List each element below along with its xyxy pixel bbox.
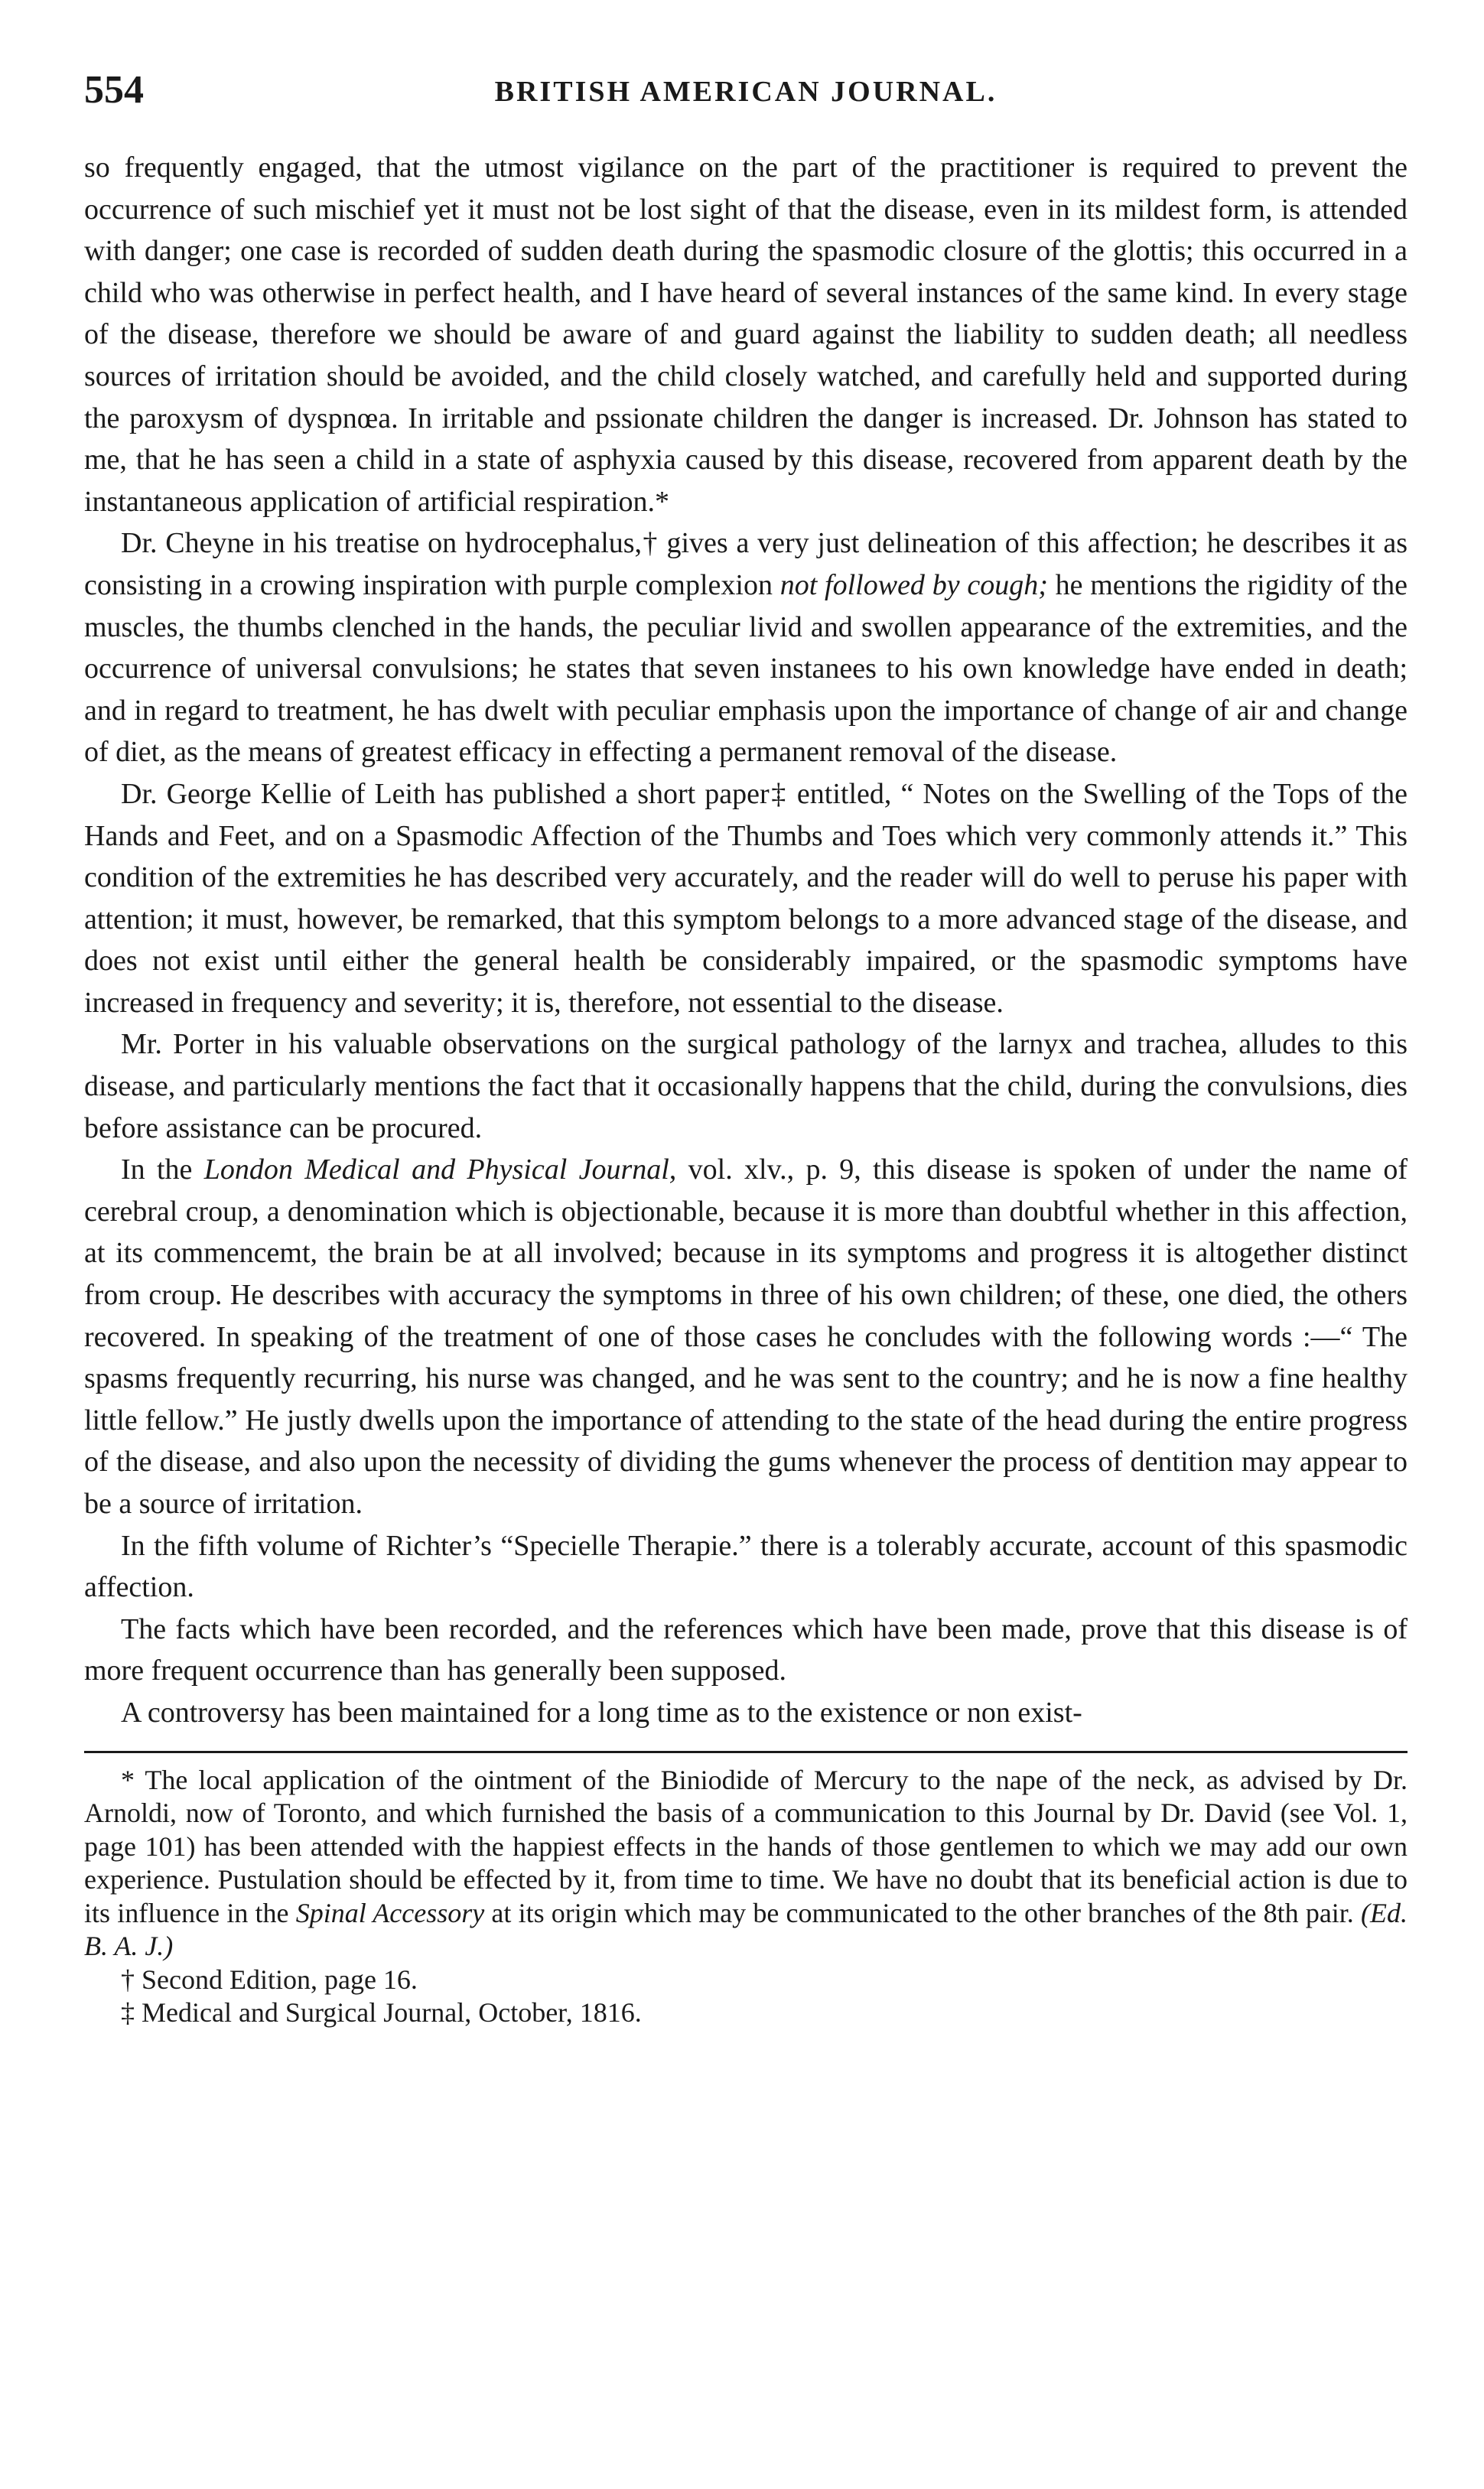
paragraph [84,522,1408,773]
paragraph [84,1609,1408,1692]
page-number: 554 [84,68,144,112]
text-run: * The local application of the ointment of the Biniodide of Mercury to the nape of the neck, as advised by Dr. Arnoldi, now of Toronto, and which furnished the basis of a communication to this Journal by Dr. David (see Vol. 1, page 101) has been attended with the happiest effects in the hands of those gentlemen to which we may add our own experience. Pustulation should be effected by it, from time to time. We have no doubt that its beneficial action is due to its influence in the [84,1764,1408,1928]
article-body [84,147,1408,1734]
journal-title: BRITISH AMERICAN JOURNAL. [494,76,997,108]
paragraph [84,1149,1408,1524]
text-run: Dr. George Kellie of Leith has published a short paper‡ entitled, “ Notes on the Swelling of the Tops of the Hands and Feet, and on a Spasmodic Affection of the Thumbs and Toes which very commonly attends it.” This condition of the extremities he has described very accurately, and the reader will do well to peruse his paper with attention; it must, however, be remarked, that this symptom belongs to a more advanced stage of the disease, and does not exist until either the general health be considerably impaired, or the spasmodic symptoms have increased in frequency and severity; it is, therefore, not essential to the disease. [84,777,1408,1019]
footnote [84,1964,1408,1997]
text-run: The facts which have been recorded, and the references which have been made, prove that this disease is of more frequent occurrence than has generally been supposed. [84,1612,1408,1687]
text-run: so frequently engaged, that the utmost vigilance on the part of the practitioner is required to prevent the occurrence of such mischief yet it must not be lost sight of that the disease, even in its mildest form, is attended with danger; one case is recorded of sudden death during the spasmodic closure of the glottis; this occurred in a child who was otherwise in perfect health, and I have heard of several instances of the same kind. In every stage of the disease, therefore we should be aware of and guard against the liability to sudden death; all needless sources of irritation should be avoided, and the child closely watched, and carefully held and supported during the paroxysm of dyspnœa. In irritable and pssionate children the danger is increased. Dr. Johnson has stated to me, that he has seen a child in a state of asphyxia caused by this disease, recovered from apparent death by the instantaneous application of artificial respiration.* [84,151,1408,518]
text-run: at its origin which may be communicated to the other branches of the 8th pair. [484,1897,1362,1928]
italic-text-run: Spinal Accessory [295,1897,485,1928]
text-run: Dr. Cheyne in his treatise on hydrocephalus,† gives a very just delineation of this affection; he describes it as consisting in a crowing inspiration with purple complexion [84,527,1408,601]
text-run: ‡ Medical and Surgical Journal, October, 1816. [121,1997,642,2029]
footnote [84,1996,1408,2030]
paragraph [84,1525,1408,1609]
paragraph [84,1692,1408,1734]
text-run: In the fifth volume of Richter’s “Specielle Therapie.” there is a tolerably accurate, account of this spasmodic affection. [84,1529,1408,1604]
text-run: Mr. Porter in his valuable observations on the surgical pathology of the larnyx and trachea, alludes to this disease, and particularly mentions the fact that it occasionally happens that the child, during the convulsions, dies before assistance can be procured. [84,1028,1408,1144]
text-run: In the [121,1153,204,1186]
italic-text-run: (Ed. B. A. J.) [84,1897,1408,1962]
journal-page [84,67,1408,2446]
text-run: vol. xlv., p. 9, this disease is spoken of under the name of cerebral croup, a denomination which is objectionable, because it is more than doubtful whether in this affection, at its commencemt, the brain be at all involved; because in its symptoms and progress it is altogether distinct from croup. He describes with accuracy the symptoms in three of his own children; of these, one died, the others recovered. In speaking of the treatment of one of those cases he concludes with the following words :—“ The spasms frequently recurring, his nurse was changed, and he was sent to the country; and he is now a fine healthy little fellow.” He justly dwells upon the importance of attending to the state of the head during the entire progress of the disease, and also upon the necessity of dividing the gums whenever the process of dentition may appear to be a source of irritation. [84,1153,1408,1520]
footnote-divider [84,1751,1408,1753]
paragraph [84,147,1408,522]
text-run: † Second Edition, page 16. [121,1964,418,1995]
text-run: A controversy has been maintained for a long time as to the existence or non exist- [121,1696,1082,1729]
italic-text-run: London Medical and Physical Journal, [203,1153,677,1186]
footnotes [84,1764,1408,2030]
running-head [84,67,1408,129]
italic-text-run: not followed by cough; [779,568,1048,601]
paragraph [84,773,1408,1024]
paragraph [84,1023,1408,1149]
text-run: he mentions the rigidity of the muscles, the thumbs clenched in the hands, the peculiar livid and swollen appearance of the extremities, and the occurrence of universal convulsions; he states that seven instanees to his own knowledge have ended in death; and in regard to treatment, he has dwelt with peculiar emphasis upon the importance of change of air and change of diet, as the means of greatest efficacy in effecting a permanent removal of the disease. [84,568,1408,769]
footnote [84,1764,1408,1964]
